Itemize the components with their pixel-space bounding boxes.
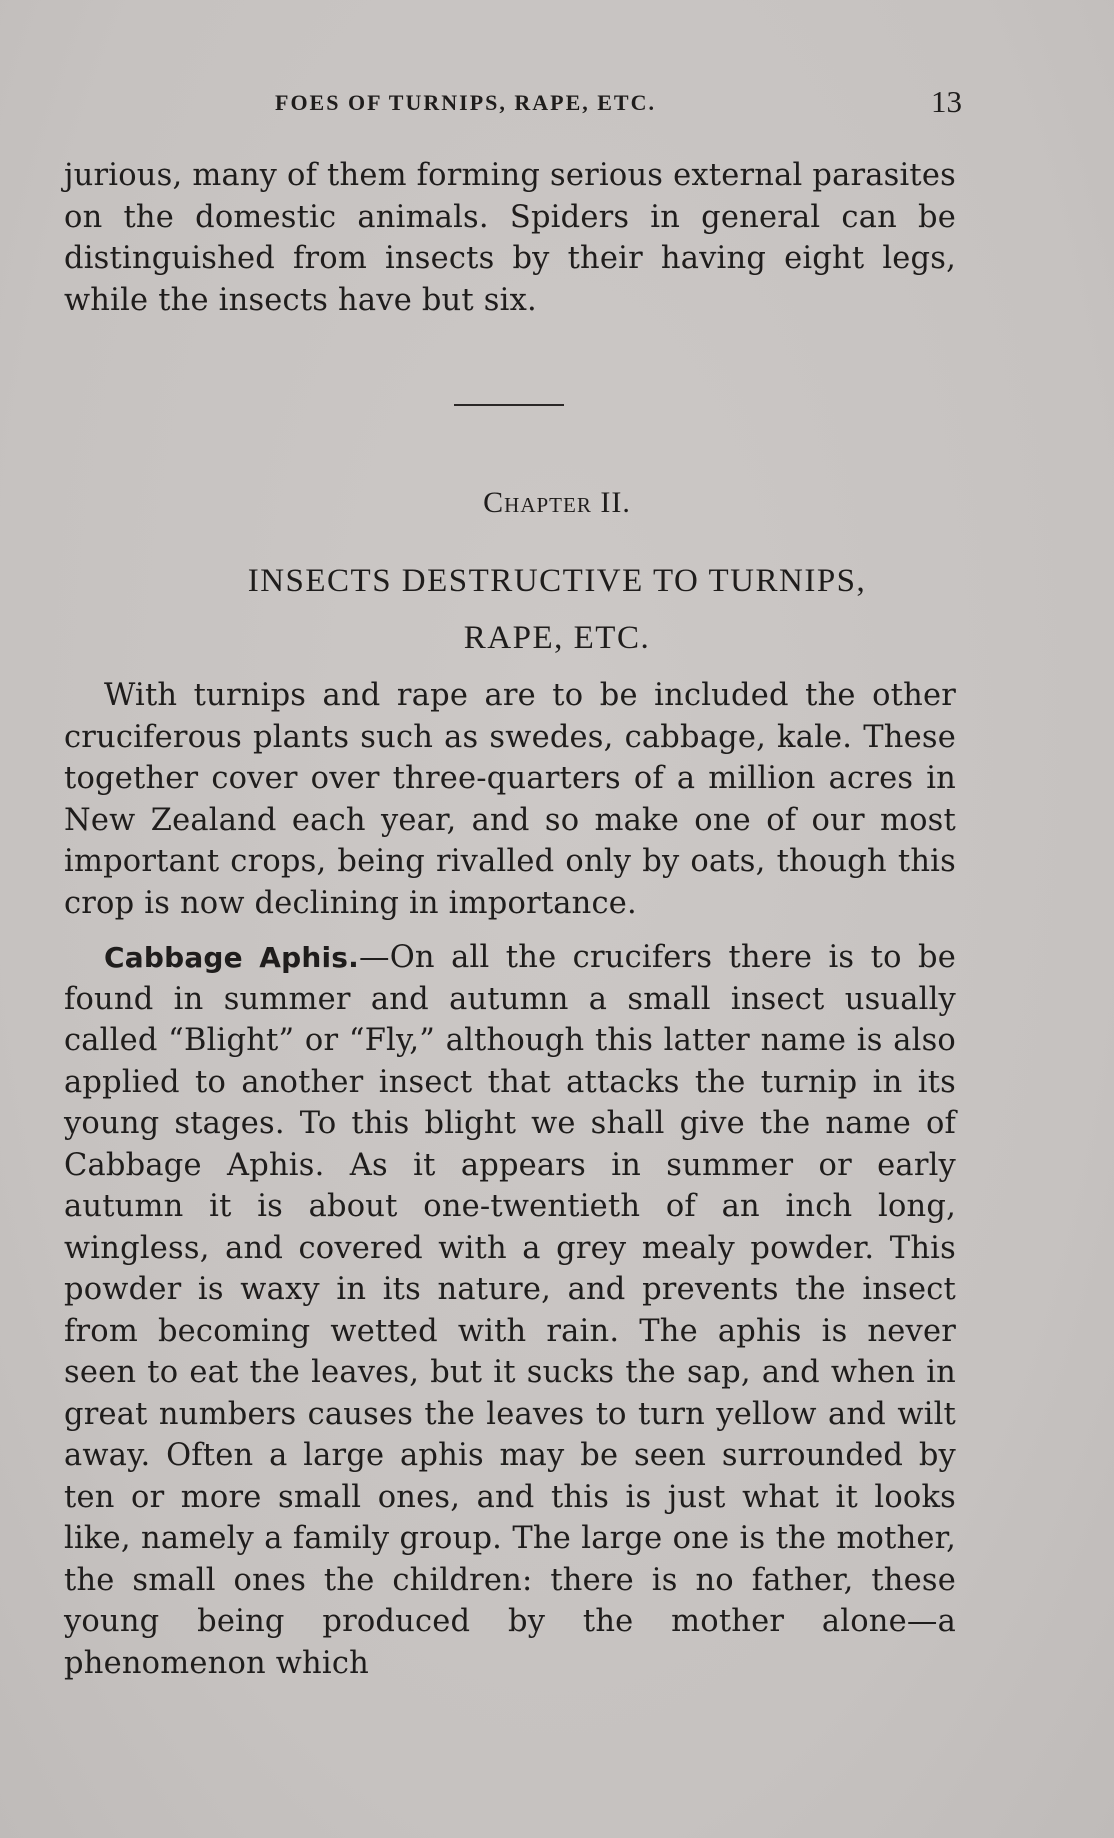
page-number: 13 — [931, 84, 962, 119]
chapter-number-text: Chapter II. — [483, 486, 631, 519]
cabbage-aphis-heading: Cabbage Aphis. — [104, 941, 360, 974]
running-title: FOES OF TURNIPS, RAPE, ETC. — [275, 90, 656, 115]
chapter-title — [100, 553, 1014, 667]
cabbage-aphis-body: —On all the crucifers there is to be found in summer and autumn a small insect usually called “Blight” or “Fly,” although this latter name is also applied to another insect that attacks the turnip in its young stages. To this blight we shall give the name of Cabbage Aphis. As it appears in summer or early autumn it is about one-twentieth of an inch long, wingless, and covered with a grey mealy powder. This powder is waxy in its nature, and prevents the insect from becoming wetted with rain. The aphis is never seen to eat the leaves, but it sucks the sap, and when in great numbers causes the leaves to turn yellow and wilt away. Often a large aphis may be seen surrounded by ten or more small ones, and this is just what it looks like, namely a family group. The large one is the mother, the small ones the children: there is no father, these young being produced by the mother alone—a phenomenon which — [64, 940, 956, 1681]
section-divider — [454, 404, 564, 406]
cabbage-aphis-paragraph — [64, 937, 956, 1684]
chapter-title-line-1: INSECTS DESTRUCTIVE TO TURNIPS, — [247, 563, 867, 599]
crucifers-paragraph: With turnips and rape are to be included the other cruciferous plants such as swedes, cabbage, kale. These together cover over three-quarters of a million acres in New Zealand each year, and so make one of our most important crops, being rivalled only by oats, though this crop is now declining in importance. — [64, 678, 956, 921]
intro-paragraph: jurious, many of them forming serious external parasites on the domestic animals. Spiders in general can be distinguished from insects by their having eight legs, while the insects have but six. — [64, 158, 956, 318]
chapter-number — [0, 486, 1114, 520]
running-head — [62, 84, 962, 124]
chapter-title-line-2: RAPE, ETC. — [463, 620, 651, 656]
